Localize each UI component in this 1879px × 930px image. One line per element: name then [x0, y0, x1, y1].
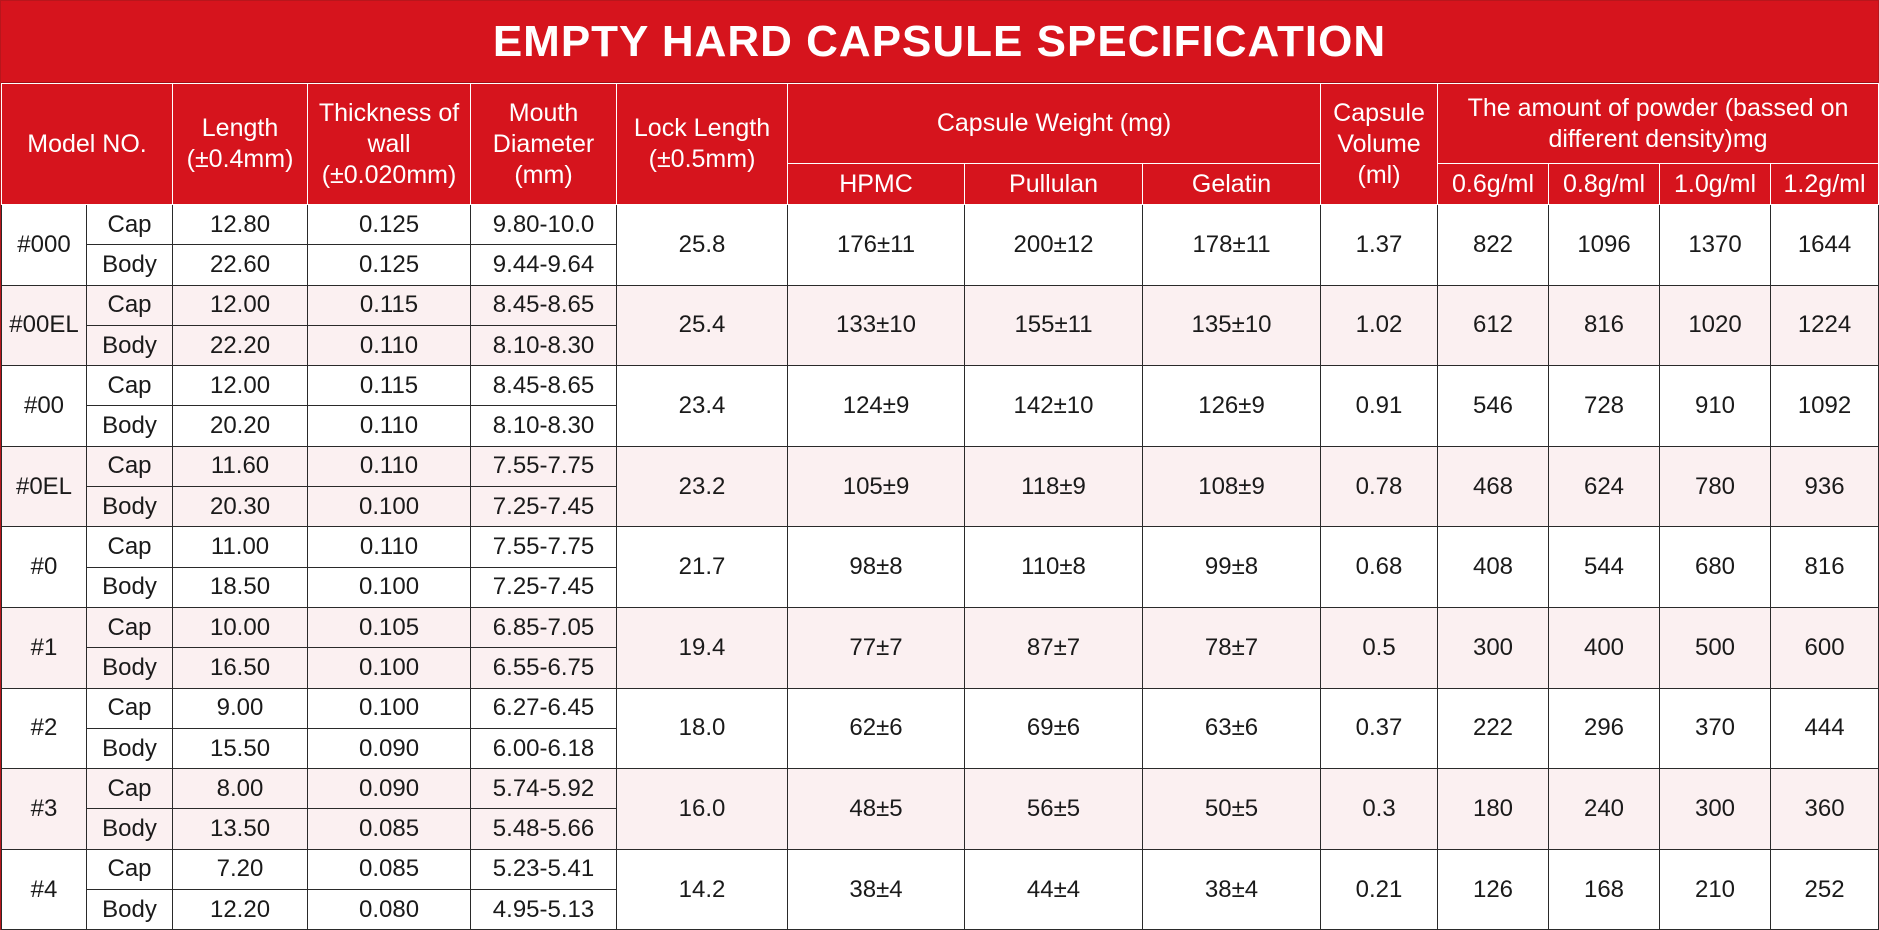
powder-10-cell: 210 [1660, 849, 1771, 930]
part-label-cell: Body [87, 325, 173, 365]
mouth-diameter-cell: 7.55-7.75 [471, 446, 617, 486]
weight-hpmc-cell: 133±10 [788, 285, 965, 366]
weight-hpmc-cell: 77±7 [788, 607, 965, 688]
powder-10-cell: 1370 [1660, 205, 1771, 286]
weight-pullulan-cell: 200±12 [965, 205, 1143, 286]
weight-hpmc-cell: 38±4 [788, 849, 965, 930]
header-density-08: 0.8g/ml [1549, 164, 1660, 205]
length-cell: 13.50 [173, 809, 308, 849]
powder-10-cell: 500 [1660, 607, 1771, 688]
powder-06-cell: 126 [1438, 849, 1549, 930]
header-density-10: 1.0g/ml [1660, 164, 1771, 205]
part-label-cell: Body [87, 648, 173, 688]
length-cell: 11.60 [173, 446, 308, 486]
powder-12-cell: 360 [1771, 769, 1879, 850]
weight-hpmc-cell: 176±11 [788, 205, 965, 286]
header-model: Model NO. [2, 84, 173, 205]
lock-length-cell: 21.7 [617, 527, 788, 608]
part-label-cell: Body [87, 567, 173, 607]
powder-06-cell: 822 [1438, 205, 1549, 286]
thickness-cell: 0.115 [308, 285, 471, 325]
mouth-diameter-cell: 7.25-7.45 [471, 567, 617, 607]
powder-12-cell: 600 [1771, 607, 1879, 688]
lock-length-cell: 23.4 [617, 366, 788, 447]
weight-pullulan-cell: 87±7 [965, 607, 1143, 688]
thickness-cell: 0.110 [308, 325, 471, 365]
powder-10-cell: 680 [1660, 527, 1771, 608]
part-label-cell: Cap [87, 688, 173, 728]
header-gelatin: Gelatin [1143, 164, 1321, 205]
powder-08-cell: 400 [1549, 607, 1660, 688]
header-hpmc: HPMC [788, 164, 965, 205]
mouth-diameter-cell: 6.00-6.18 [471, 728, 617, 768]
lock-length-cell: 18.0 [617, 688, 788, 769]
weight-pullulan-cell: 69±6 [965, 688, 1143, 769]
model-cell: #4 [2, 849, 87, 930]
lock-length-cell: 23.2 [617, 446, 788, 527]
table-row [2, 688, 1879, 728]
model-cell: #1 [2, 607, 87, 688]
mouth-diameter-cell: 9.44-9.64 [471, 245, 617, 285]
mouth-diameter-cell: 8.10-8.30 [471, 406, 617, 446]
thickness-cell: 0.085 [308, 849, 471, 889]
part-label-cell: Body [87, 406, 173, 446]
mouth-diameter-cell: 4.95-5.13 [471, 890, 617, 930]
part-label-cell: Body [87, 487, 173, 527]
thickness-cell: 0.100 [308, 648, 471, 688]
powder-08-cell: 544 [1549, 527, 1660, 608]
weight-gelatin-cell: 135±10 [1143, 285, 1321, 366]
length-cell: 16.50 [173, 648, 308, 688]
part-label-cell: Body [87, 890, 173, 930]
powder-08-cell: 296 [1549, 688, 1660, 769]
lock-length-cell: 16.0 [617, 769, 788, 850]
length-cell: 12.80 [173, 205, 308, 245]
part-label-cell: Body [87, 245, 173, 285]
header-density-12: 1.2g/ml [1771, 164, 1879, 205]
powder-08-cell: 816 [1549, 285, 1660, 366]
mouth-diameter-cell: 6.85-7.05 [471, 607, 617, 647]
volume-cell: 0.78 [1321, 446, 1438, 527]
volume-cell: 0.91 [1321, 366, 1438, 447]
mouth-diameter-cell: 9.80-10.0 [471, 205, 617, 245]
powder-10-cell: 780 [1660, 446, 1771, 527]
spec-table [1, 83, 1879, 930]
length-cell: 12.00 [173, 366, 308, 406]
weight-pullulan-cell: 44±4 [965, 849, 1143, 930]
powder-08-cell: 1096 [1549, 205, 1660, 286]
powder-08-cell: 168 [1549, 849, 1660, 930]
volume-cell: 0.21 [1321, 849, 1438, 930]
powder-12-cell: 1092 [1771, 366, 1879, 447]
weight-pullulan-cell: 118±9 [965, 446, 1143, 527]
powder-06-cell: 180 [1438, 769, 1549, 850]
model-cell: #3 [2, 769, 87, 850]
lock-length-cell: 14.2 [617, 849, 788, 930]
length-cell: 20.20 [173, 406, 308, 446]
model-cell: #000 [2, 205, 87, 286]
length-cell: 7.20 [173, 849, 308, 889]
length-cell: 22.20 [173, 325, 308, 365]
powder-12-cell: 1644 [1771, 205, 1879, 286]
thickness-cell: 0.110 [308, 406, 471, 446]
part-label-cell: Cap [87, 769, 173, 809]
powder-06-cell: 468 [1438, 446, 1549, 527]
weight-gelatin-cell: 126±9 [1143, 366, 1321, 447]
table-row [2, 607, 1879, 647]
header-thickness: Thickness of wall (±0.020mm) [308, 84, 471, 205]
weight-gelatin-cell: 99±8 [1143, 527, 1321, 608]
powder-08-cell: 624 [1549, 446, 1660, 527]
weight-pullulan-cell: 110±8 [965, 527, 1143, 608]
powder-12-cell: 936 [1771, 446, 1879, 527]
table-row [2, 366, 1879, 406]
powder-06-cell: 300 [1438, 607, 1549, 688]
powder-10-cell: 1020 [1660, 285, 1771, 366]
header-density-06: 0.6g/ml [1438, 164, 1549, 205]
powder-06-cell: 222 [1438, 688, 1549, 769]
model-cell: #0 [2, 527, 87, 608]
length-cell: 8.00 [173, 769, 308, 809]
header-pullulan: Pullulan [965, 164, 1143, 205]
thickness-cell: 0.105 [308, 607, 471, 647]
weight-hpmc-cell: 48±5 [788, 769, 965, 850]
weight-pullulan-cell: 142±10 [965, 366, 1143, 447]
powder-10-cell: 370 [1660, 688, 1771, 769]
table-row [2, 527, 1879, 567]
volume-cell: 1.37 [1321, 205, 1438, 286]
powder-08-cell: 728 [1549, 366, 1660, 447]
length-cell: 18.50 [173, 567, 308, 607]
thickness-cell: 0.085 [308, 809, 471, 849]
part-label-cell: Cap [87, 285, 173, 325]
powder-12-cell: 816 [1771, 527, 1879, 608]
volume-cell: 0.68 [1321, 527, 1438, 608]
thickness-cell: 0.110 [308, 446, 471, 486]
thickness-cell: 0.125 [308, 205, 471, 245]
mouth-diameter-cell: 8.45-8.65 [471, 366, 617, 406]
part-label-cell: Body [87, 728, 173, 768]
header-mouth-diameter: Mouth Diameter (mm) [471, 84, 617, 205]
mouth-diameter-cell: 5.48-5.66 [471, 809, 617, 849]
mouth-diameter-cell: 6.55-6.75 [471, 648, 617, 688]
weight-gelatin-cell: 63±6 [1143, 688, 1321, 769]
length-cell: 12.00 [173, 285, 308, 325]
thickness-cell: 0.100 [308, 567, 471, 607]
part-label-cell: Cap [87, 527, 173, 567]
mouth-diameter-cell: 8.10-8.30 [471, 325, 617, 365]
length-cell: 12.20 [173, 890, 308, 930]
mouth-diameter-cell: 7.25-7.45 [471, 487, 617, 527]
powder-10-cell: 910 [1660, 366, 1771, 447]
weight-hpmc-cell: 105±9 [788, 446, 965, 527]
lock-length-cell: 19.4 [617, 607, 788, 688]
page-title: EMPTY HARD CAPSULE SPECIFICATION [1, 1, 1878, 83]
part-label-cell: Cap [87, 607, 173, 647]
weight-gelatin-cell: 178±11 [1143, 205, 1321, 286]
mouth-diameter-cell: 6.27-6.45 [471, 688, 617, 728]
header-lock-length: Lock Length (±0.5mm) [617, 84, 788, 205]
mouth-diameter-cell: 5.23-5.41 [471, 849, 617, 889]
header-capsule-weight: Capsule Weight (mg) [788, 84, 1321, 164]
length-cell: 10.00 [173, 607, 308, 647]
weight-gelatin-cell: 78±7 [1143, 607, 1321, 688]
length-cell: 15.50 [173, 728, 308, 768]
header-length: Length (±0.4mm) [173, 84, 308, 205]
weight-gelatin-cell: 108±9 [1143, 446, 1321, 527]
part-label-cell: Body [87, 809, 173, 849]
part-label-cell: Cap [87, 849, 173, 889]
thickness-cell: 0.080 [308, 890, 471, 930]
weight-hpmc-cell: 98±8 [788, 527, 965, 608]
thickness-cell: 0.115 [308, 366, 471, 406]
weight-hpmc-cell: 124±9 [788, 366, 965, 447]
table-row [2, 849, 1879, 889]
thickness-cell: 0.100 [308, 487, 471, 527]
model-cell: #00EL [2, 285, 87, 366]
length-cell: 20.30 [173, 487, 308, 527]
powder-06-cell: 546 [1438, 366, 1549, 447]
powder-12-cell: 1224 [1771, 285, 1879, 366]
weight-hpmc-cell: 62±6 [788, 688, 965, 769]
lock-length-cell: 25.4 [617, 285, 788, 366]
length-cell: 22.60 [173, 245, 308, 285]
weight-gelatin-cell: 50±5 [1143, 769, 1321, 850]
thickness-cell: 0.100 [308, 688, 471, 728]
header-powder-amount: The amount of powder (bassed on different density)mg [1438, 84, 1879, 164]
table-header [2, 84, 1879, 205]
model-cell: #2 [2, 688, 87, 769]
volume-cell: 0.3 [1321, 769, 1438, 850]
table-body [2, 205, 1879, 930]
part-label-cell: Cap [87, 446, 173, 486]
volume-cell: 0.5 [1321, 607, 1438, 688]
length-cell: 9.00 [173, 688, 308, 728]
part-label-cell: Cap [87, 205, 173, 245]
powder-12-cell: 252 [1771, 849, 1879, 930]
thickness-cell: 0.090 [308, 769, 471, 809]
mouth-diameter-cell: 8.45-8.65 [471, 285, 617, 325]
thickness-cell: 0.090 [308, 728, 471, 768]
powder-10-cell: 300 [1660, 769, 1771, 850]
length-cell: 11.00 [173, 527, 308, 567]
weight-gelatin-cell: 38±4 [1143, 849, 1321, 930]
model-cell: #00 [2, 366, 87, 447]
powder-08-cell: 240 [1549, 769, 1660, 850]
lock-length-cell: 25.8 [617, 205, 788, 286]
weight-pullulan-cell: 56±5 [965, 769, 1143, 850]
weight-pullulan-cell: 155±11 [965, 285, 1143, 366]
model-cell: #0EL [2, 446, 87, 527]
volume-cell: 0.37 [1321, 688, 1438, 769]
table-row [2, 205, 1879, 245]
table-row [2, 446, 1879, 486]
mouth-diameter-cell: 5.74-5.92 [471, 769, 617, 809]
powder-06-cell: 408 [1438, 527, 1549, 608]
thickness-cell: 0.125 [308, 245, 471, 285]
table-row [2, 769, 1879, 809]
header-capsule-volume: Capsule Volume (ml) [1321, 84, 1438, 205]
thickness-cell: 0.110 [308, 527, 471, 567]
part-label-cell: Cap [87, 366, 173, 406]
powder-12-cell: 444 [1771, 688, 1879, 769]
powder-06-cell: 612 [1438, 285, 1549, 366]
volume-cell: 1.02 [1321, 285, 1438, 366]
table-row [2, 285, 1879, 325]
mouth-diameter-cell: 7.55-7.75 [471, 527, 617, 567]
